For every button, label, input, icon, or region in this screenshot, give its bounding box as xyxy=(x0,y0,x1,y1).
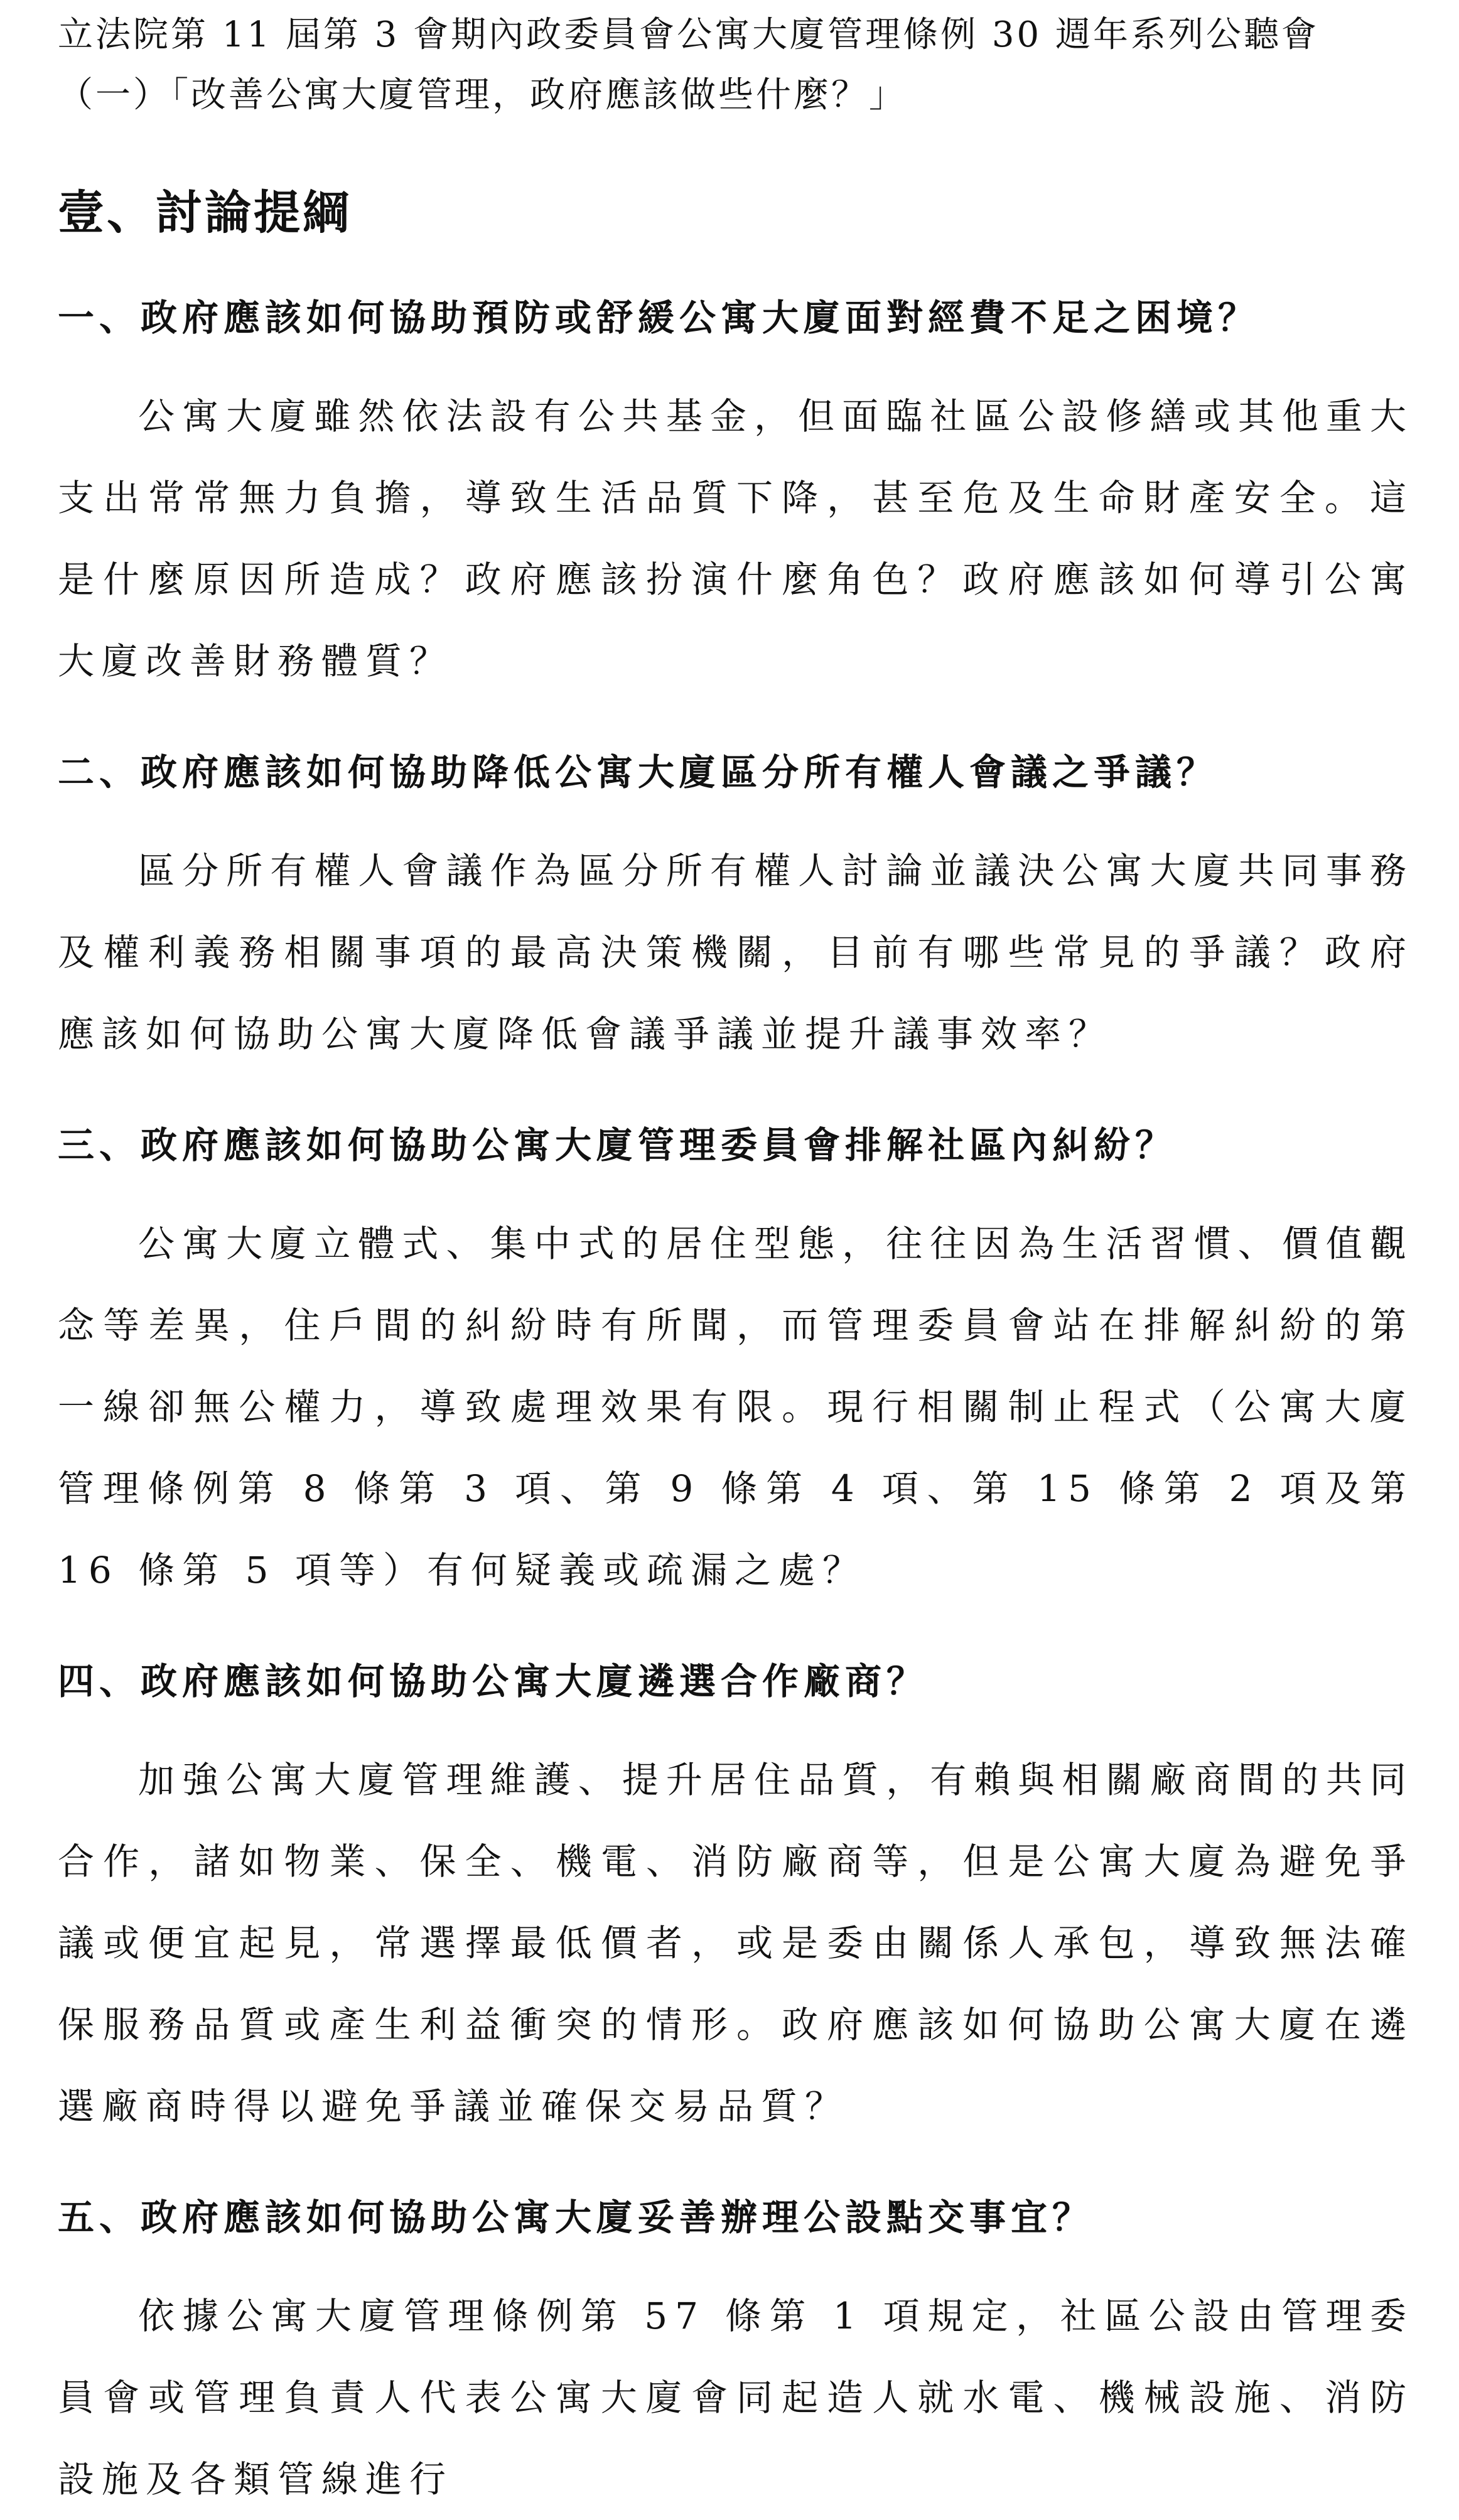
section-2 xyxy=(58,742,1414,1075)
section-body: 區分所有權人會議作為區分所有權人討論並議決公寓大廈共同事務及權利義務相關事項的最高決策機關，目前有哪些常見的爭議？政府應該如何協助公寓大廈降低會議爭議並提升議事效率？ xyxy=(58,849,1414,1055)
document-title-line-2: （一）「改善公寓大廈管理，政府應該做些什麼？」 xyxy=(58,75,907,116)
section-body: 公寓大廈立體式、集中式的居住型態，往往因為生活習慣、價值觀念等差異，住戶間的糾紛時有所聞，而管理委員會站在排解糾紛的第一線卻無公權力，導致處理效果有限。現行相關制止程式（公寓大廈管理條例第 8 條第 3 項、第 9 條第 4 項、第 15 條第 2 項及第 16 條第 5 項等）有何疑義或疏漏之處？ xyxy=(58,1222,1414,1591)
section-5 xyxy=(58,2187,1414,2520)
section-3 xyxy=(58,1115,1414,1611)
section-body: 加強公寓大廈管理維護、提升居住品質，有賴與相關廠商間的共同合作，諸如物業、保全、機電、消防廠商等，但是公寓大廈為避免爭議或便宜起見，常選擇最低價者，或是委由關係人承包，導致無法確保服務品質或產生利益衝突的情形。政府應該如何協助公寓大廈在遴選廠商時得以避免爭議並確保交易品質？ xyxy=(58,1758,1414,2128)
section-heading: 二、政府應該如何協助降低公寓大廈區分所有權人會議之爭議？ xyxy=(58,751,1219,794)
document-title-line-1: 立法院第 11 屆第 3 會期內政委員會公寓大廈管理條例 30 週年系列公聽會 xyxy=(58,14,1319,55)
outline-heading: 壹、討論提綱 xyxy=(58,186,352,240)
section-body: 公寓大廈雖然依法設有公共基金，但面臨社區公設修繕或其他重大支出常常無力負擔，導致生活品質下降，甚至危及生命財產安全。這是什麼原因所造成？政府應該扮演什麼角色？政府應該如何導引公寓大廈改善財務體質？ xyxy=(58,395,1414,682)
section-heading: 五、政府應該如何協助公寓大廈妥善辦理公設點交事宜？ xyxy=(58,2196,1094,2239)
section-heading: 四、政府應該如何協助公寓大廈遴選合作廠商？ xyxy=(58,1660,929,1703)
section-heading: 三、政府應該如何協助公寓大廈管理委員會排解社區內糾紛？ xyxy=(58,1124,1177,1166)
section-4 xyxy=(58,1651,1414,2147)
section-1 xyxy=(58,288,1414,702)
section-heading: 一、政府應該如何協助預防或舒緩公寓大廈面對經費不足之困境？ xyxy=(58,296,1260,339)
section-body: 依據公寓大廈管理條例第 57 條第 1 項規定，社區公設由管理委員會或管理負責人代表公寓大廈會同起造人就水電、機械設施、消防設施及各類管線進行 xyxy=(58,2295,1414,2501)
